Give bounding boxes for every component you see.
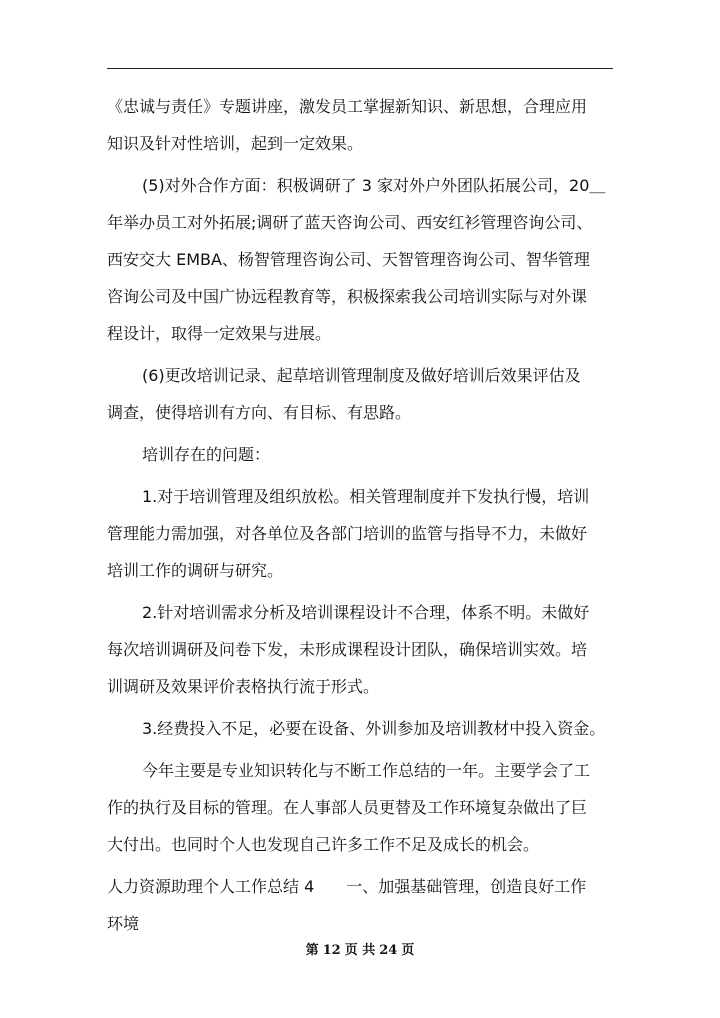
paragraph-line: 环境 [107,914,140,933]
footer-mid: 页 共 [344,943,376,958]
paragraph-line: 2.针对培训需求分析及培训课程设计不合理，体系不明。未做好 [142,603,590,622]
section-heading: 培训存在的问题： [142,445,271,464]
paragraph-line: (5)对外合作方面：积极调研了 3 家对外户外团队拓展公司，20＿ [142,176,606,195]
paragraph-line: (6)更改培训记录、起草培训管理制度及做好培训后效果评估及 [142,366,581,385]
paragraph-line: 作的执行及目标的管理。在人事部人员更替及工作环境复杂做出了巨 [107,798,588,817]
paragraph-line: 咨询公司及中国广协远程教育等，积极探索我公司培训实际与对外课 [107,287,588,306]
paragraph-line: 年举办员工对外拓展;调研了蓝天咨询公司、西安红衫管理咨询公司、 [107,213,593,232]
paragraph-line: 今年主要是专业知识转化与不断工作总结的一年。主要学会了工 [142,761,591,780]
header-rule [107,68,613,69]
total-pages-number: 24 [379,943,398,958]
paragraph-line: 《忠诚与责任》专题讲座，激发员工掌握新知识、新思想，合理应用 [107,97,588,116]
paragraph-line: 培训工作的调研与研究。 [107,561,284,580]
footer-prefix: 第 [305,943,319,958]
paragraph-line: 知识及针对性培训，起到一定效果。 [107,134,364,153]
paragraph-line: 每次培训调研及问卷下发，未形成课程设计团队，确保培训实效。培 [107,640,588,659]
paragraph-line: 1.对于培训管理及组织放松。相关管理制度并下发执行慢，培训 [142,487,590,506]
body-text [107,88,613,942]
paragraph-line: 管理能力需加强，对各单位及各部门培训的监管与指导不力，未做好 [107,524,588,543]
paragraph-line: 大付出。也同时个人也发现自己许多工作不足及成长的机会。 [107,835,540,854]
paragraph-line: 西安交大 EMBA、杨智管理咨询公司、天智管理咨询公司、智华管理 [107,250,590,269]
paragraph-line: 程设计，取得一定效果与进展。 [107,324,332,343]
footer-suffix: 页 [401,943,415,958]
paragraph-line: 训调研及效果评价表格执行流于形式。 [107,677,380,696]
paragraph-line: 调查，使得培训有方向、有目标、有思路。 [107,403,412,422]
section-title-line: 人力资源助理个人工作总结 4 一、加强基础管理，创造良好工作 [107,877,587,896]
current-page-number: 12 [322,943,341,958]
page-footer [0,939,720,958]
paragraph-line: 3.经费投入不足，必要在设备、外训参加及培训教材中投入资金。 [142,719,606,738]
